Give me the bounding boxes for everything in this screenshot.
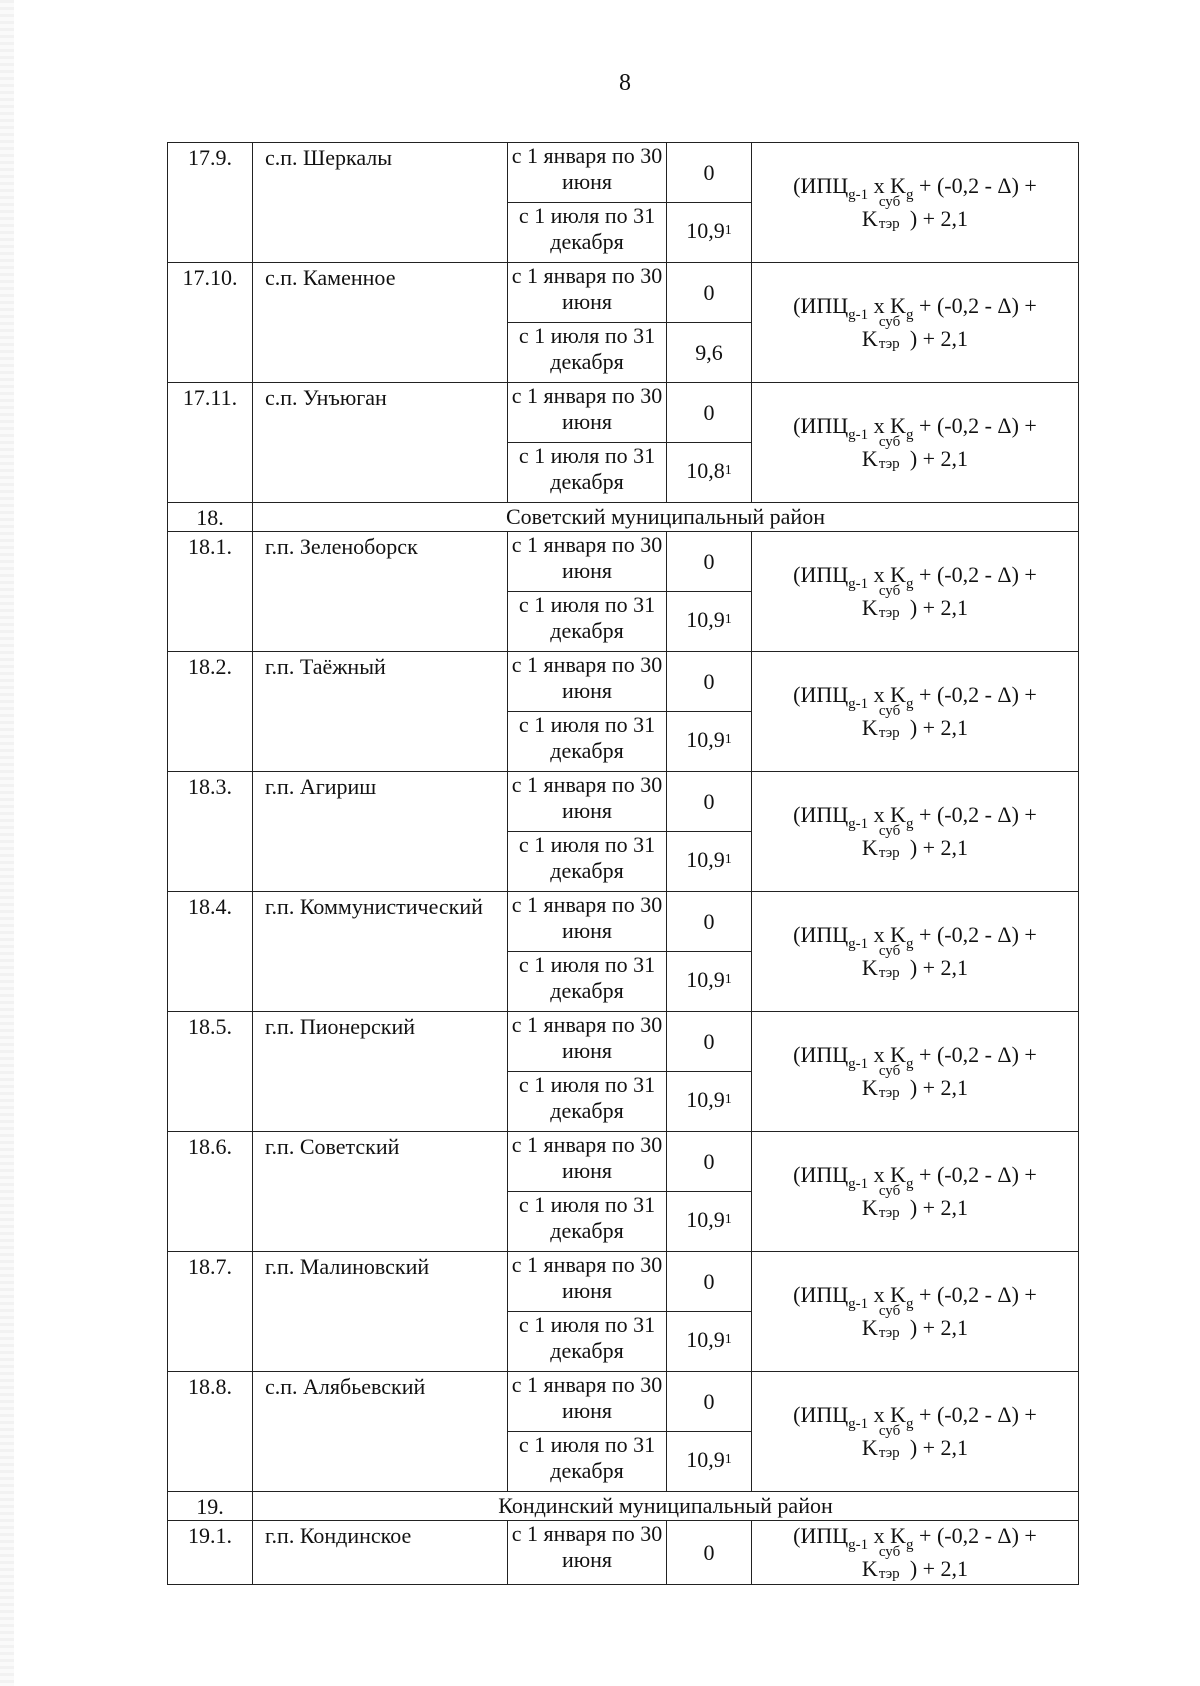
value-text: 0 [703,279,715,305]
row-number: 17.11. [168,383,253,503]
formula: ($ИПЦ_{g-1}$ x $K_g + (-0,2 - \Delta)$ + K суб тэр ) + 2,1 [793,173,1037,232]
row-number: 18.5. [168,1012,253,1132]
formula: ($ИПЦ_{g-1}$ x $K_g + (-0,2 - \Delta)$ + K суб тэр ) + 2,1 [793,1282,1037,1341]
footnote-marker: 1 [724,222,732,238]
value-cell [667,383,752,443]
footnote-marker: 1 [724,1211,732,1227]
period-cell: с 1 января по 30 июня [508,772,667,832]
value-text: 0 [703,1028,715,1054]
value-text: 10,9 [686,1086,725,1112]
period-cell: с 1 января по 30 июня [508,1372,667,1432]
period-cell: с 1 июля по 31 декабря [508,1072,667,1132]
formula: ($ИПЦ_{g-1}$ x $K_g + (-0,2 - \Delta)$ + K суб тэр ) + 2,1 [793,1042,1037,1101]
value-text: 0 [703,1388,715,1414]
value-cell [667,592,752,652]
value-text: 10,9 [686,1446,725,1472]
value-cell [667,832,752,892]
settlement-name: г.п. Малиновский [253,1252,508,1372]
entity-row [168,1252,1079,1312]
scan-edge [0,0,14,1686]
row-number: 18.7. [168,1252,253,1372]
footnote-marker: 1 [724,731,732,747]
formula: ($ИПЦ_{g-1}$ x $K_g + (-0,2 - \Delta)$ + K суб тэр ) + 2,1 [793,682,1037,741]
value-text: 10,9 [686,966,725,992]
entity-row [168,532,1079,592]
formula-cell [752,1372,1079,1492]
formula-cell [752,383,1079,503]
footnote-marker: 1 [724,611,732,627]
row-number: 18.4. [168,892,253,1012]
row-number: 17.9. [168,143,253,263]
value-cell [667,712,752,772]
value-text: 10,9 [686,726,725,752]
period-cell: с 1 июля по 31 декабря [508,832,667,892]
value-cell [667,652,752,712]
period-cell: с 1 июля по 31 декабря [508,443,667,503]
value-text: 0 [703,668,715,694]
formula: ($ИПЦ_{g-1}$ x $K_g + (-0,2 - \Delta)$ + K суб тэр ) + 2,1 [793,1402,1037,1461]
value-cell [667,1252,752,1312]
footnote-marker: 1 [724,851,732,867]
formula-cell [752,1252,1079,1372]
row-number: 17.10. [168,263,253,383]
value-text: 10,9 [686,846,725,872]
settlement-name: г.п. Коммунистический [253,892,508,1012]
period-cell: с 1 января по 30 июня [508,1521,667,1585]
period-cell: с 1 января по 30 июня [508,1132,667,1192]
value-cell [667,1132,752,1192]
value-cell [667,532,752,592]
period-cell: с 1 января по 30 июня [508,383,667,443]
settlement-name: с.п. Унъюган [253,383,508,503]
value-text: 10,8 [686,457,725,483]
settlement-name: г.п. Зеленоборск [253,532,508,652]
footnote-marker: 1 [724,1451,732,1467]
formula-cell [752,263,1079,383]
formula-cell [752,143,1079,263]
period-cell: с 1 января по 30 июня [508,532,667,592]
formula-cell [752,1132,1079,1252]
period-cell: с 1 июля по 31 декабря [508,1192,667,1252]
period-cell: с 1 января по 30 июня [508,263,667,323]
value-text: 9,6 [695,339,723,365]
value-cell [667,143,752,203]
row-number: 18.8. [168,1372,253,1492]
row-number: 18.1. [168,532,253,652]
formula-cell [752,1012,1079,1132]
formula: ($ИПЦ_{g-1}$ x $K_g + (-0,2 - \Delta)$ + K суб тэр ) + 2,1 [793,1162,1037,1221]
settlement-name: с.п. Шеркалы [253,143,508,263]
period-cell: с 1 июля по 31 декабря [508,952,667,1012]
period-cell: с 1 января по 30 июня [508,1252,667,1312]
district-row [168,503,1079,532]
settlement-name: г.п. Агириш [253,772,508,892]
value-cell [667,263,752,323]
value-cell [667,1012,752,1072]
settlement-name: г.п. Кондинское [253,1521,508,1585]
entity-row [168,772,1079,832]
footnote-marker: 1 [724,462,732,478]
value-text: 0 [703,1148,715,1174]
value-cell [667,1521,752,1585]
district-name: Кондинский муниципальный район [253,1492,1079,1521]
settlement-name: г.п. Пионерский [253,1012,508,1132]
period-cell: с 1 июля по 31 декабря [508,712,667,772]
period-cell: с 1 июля по 31 декабря [508,203,667,263]
settlement-name: с.п. Алябьевский [253,1372,508,1492]
formula-cell [752,532,1079,652]
formula-cell [752,1521,1079,1585]
formula: ($ИПЦ_{g-1}$ x $K_g + (-0,2 - \Delta)$ + K суб тэр ) + 2,1 [793,562,1037,621]
value-text: 10,9 [686,1326,725,1352]
formula-cell [752,772,1079,892]
formula-cell [752,892,1079,1012]
row-number: 19. [168,1492,253,1521]
formula: ($ИПЦ_{g-1}$ x $K_g + (-0,2 - \Delta)$ + K суб тэр ) + 2,1 [793,293,1037,352]
row-number: 18.3. [168,772,253,892]
formula: ($ИПЦ_{g-1}$ x $K_g + (-0,2 - \Delta)$ + K суб тэр ) + 2,1 [793,922,1037,981]
formula: ($ИПЦ_{g-1}$ x $K_g + (-0,2 - \Delta)$ + K суб тэр ) + 2,1 [793,413,1037,472]
value-cell [667,772,752,832]
value-cell [667,443,752,503]
value-text: 0 [703,399,715,425]
entity-row [168,263,1079,323]
entity-row [168,383,1079,443]
formula: ($ИПЦ_{g-1}$ x $K_g + (-0,2 - \Delta)$ + K суб тэр ) + 2,1 [793,802,1037,861]
value-cell [667,1312,752,1372]
tariff-table [167,142,1079,1585]
settlement-name: с.п. Каменное [253,263,508,383]
period-cell: с 1 января по 30 июня [508,892,667,952]
period-cell: с 1 июля по 31 декабря [508,1432,667,1492]
value-text: 0 [703,159,715,185]
value-text: 0 [703,908,715,934]
value-cell [667,892,752,952]
value-cell [667,1372,752,1432]
entity-row [168,892,1079,952]
footnote-marker: 1 [724,1091,732,1107]
value-text: 0 [703,1268,715,1294]
period-cell: с 1 января по 30 июня [508,1012,667,1072]
period-cell: с 1 июля по 31 декабря [508,323,667,383]
value-cell [667,323,752,383]
entity-row [168,1521,1079,1585]
value-text: 0 [703,788,715,814]
footnote-marker: 1 [724,1331,732,1347]
entity-row [168,1012,1079,1072]
entity-row [168,1372,1079,1432]
formula: ($ИПЦ_{g-1}$ x $K_g + (-0,2 - \Delta)$ + K суб тэр ) + 2,1 [793,1523,1037,1582]
entity-row [168,143,1079,203]
period-cell: с 1 января по 30 июня [508,143,667,203]
value-cell [667,952,752,1012]
row-number: 18.2. [168,652,253,772]
district-name: Советский муниципальный район [253,503,1079,532]
value-text: 10,9 [686,217,725,243]
value-cell [667,1192,752,1252]
settlement-name: г.п. Советский [253,1132,508,1252]
district-row [168,1492,1079,1521]
period-cell: с 1 января по 30 июня [508,652,667,712]
row-number: 18. [168,503,253,532]
value-cell [667,1072,752,1132]
settlement-name: г.п. Таёжный [253,652,508,772]
period-cell: с 1 июля по 31 декабря [508,592,667,652]
value-text: 0 [703,1539,715,1565]
row-number: 18.6. [168,1132,253,1252]
value-cell [667,1432,752,1492]
value-text: 0 [703,548,715,574]
entity-row [168,652,1079,712]
page-number: 8 [619,70,631,96]
value-cell [667,203,752,263]
period-cell: с 1 июля по 31 декабря [508,1312,667,1372]
row-number: 19.1. [168,1521,253,1585]
footnote-marker: 1 [724,971,732,987]
entity-row [168,1132,1079,1192]
value-text: 10,9 [686,1206,725,1232]
value-text: 10,9 [686,606,725,632]
formula-cell [752,652,1079,772]
